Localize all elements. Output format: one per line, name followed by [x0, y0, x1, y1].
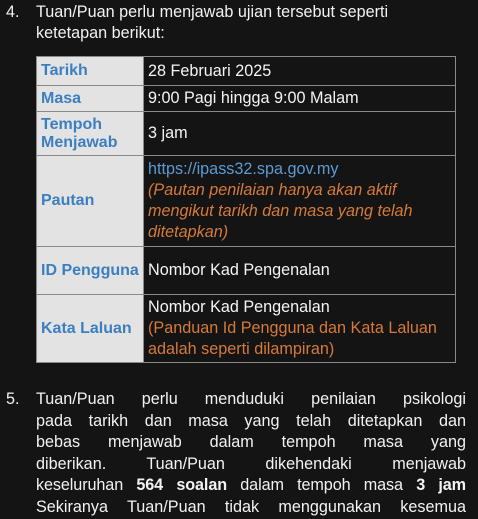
row-value: 28 Februari 2025: [144, 57, 456, 86]
table-row-masa: [37, 86, 456, 112]
row-label: Masa: [37, 86, 144, 112]
link-note: (Pautan penilaian hanya akan aktif mengikut tarikh dan masa yang telah ditetapkan): [148, 181, 413, 241]
row-label: Tempoh Menjawab: [37, 112, 144, 156]
item-number: 5.: [6, 390, 20, 408]
row-label: Pautan: [37, 156, 144, 247]
exam-details-table: [36, 56, 456, 363]
table-row-kata-laluan: [37, 295, 456, 363]
table-row-pautan: [37, 156, 456, 247]
row-label: Kata Laluan: [37, 295, 144, 363]
paragraph-line: bebas menjawab dalam tempoh masa yang: [36, 433, 466, 452]
instruction-text-continued: ketetapan berikut:: [36, 24, 165, 42]
table-row-tarikh: [37, 57, 456, 86]
question-count: 564 soalan: [136, 476, 228, 495]
row-value: 3 jam: [144, 112, 456, 156]
exam-link[interactable]: https://ipass32.spa.gov.my: [148, 160, 339, 178]
item-number: 4.: [6, 3, 20, 21]
row-label: Tarikh: [37, 57, 144, 86]
instruction-text: Tuan/Puan perlu menjawab ujian tersebut seperti: [36, 3, 389, 21]
paragraph-line-partial: Sekiranya Tuan/Puan tidak menggunakan kesemua: [36, 497, 466, 516]
row-value: 9:00 Pagi hingga 9:00 Malam: [144, 86, 456, 112]
paragraph-line: diberikan. Tuan/Puan dikehendaki menjawab: [36, 454, 466, 473]
instruction-paragraph: [36, 389, 466, 516]
password-note: (Panduan Id Pengguna dan Kata Laluan adalah seperti dilampiran): [148, 319, 437, 358]
paragraph-line: [36, 475, 466, 497]
row-value: [144, 156, 456, 247]
table-row-id-pengguna: [37, 247, 456, 295]
row-value: [144, 295, 456, 363]
row-label: ID Pengguna: [37, 247, 144, 295]
instruction-item-4: [6, 2, 468, 42]
text-segment: dalam tempoh masa: [227, 476, 417, 495]
text-segment: keseluruhan: [36, 476, 137, 495]
row-value: Nombor Kad Pengenalan: [144, 247, 456, 295]
password-value: Nombor Kad Pengenalan: [148, 298, 330, 316]
paragraph-line: pada tarikh dan masa yang telah ditetapkan dan: [36, 411, 466, 430]
duration-bold: 3 jam: [416, 476, 466, 495]
table-row-tempoh: [37, 112, 456, 156]
paragraph-line: Tuan/Puan perlu menduduki penilaian psikologi: [36, 390, 466, 408]
